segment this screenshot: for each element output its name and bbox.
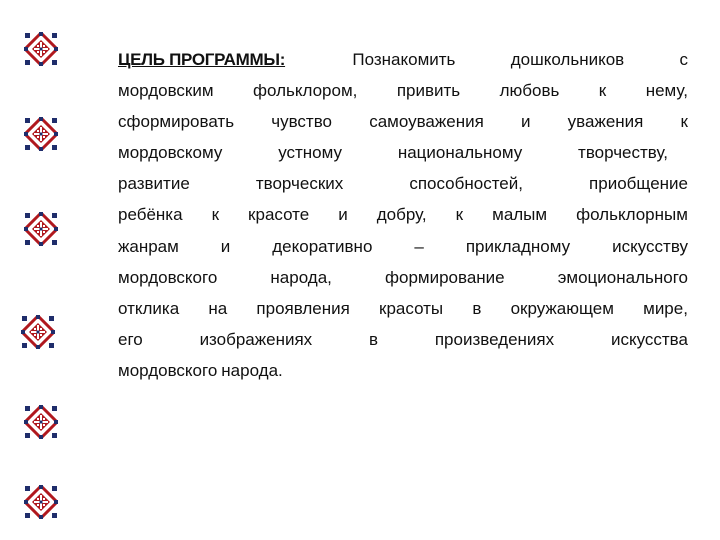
word: формирование [385,267,505,287]
word: жанрам [118,236,179,256]
word: эмоционального [557,267,688,287]
word: народа. [221,360,283,380]
word: и [220,236,231,256]
text-line [118,262,688,293]
word: искусству [612,236,688,256]
text-line [118,199,688,230]
word: добру, [376,205,427,225]
word: красоты [379,298,444,318]
ornament-column [0,0,90,540]
text-line [118,324,688,355]
word: проявления [256,298,350,318]
word: к [680,112,688,132]
word: мордовским [118,81,214,101]
word: Познакомить [352,50,456,69]
word: ребёнка [118,205,183,225]
word: искусства [610,329,688,349]
word: в [472,298,482,318]
word: устному [278,143,343,163]
program-goal-text [118,44,688,386]
word: отклика [118,298,180,318]
word: произведениях [434,329,555,349]
word: развитие [118,174,190,194]
word: творческих [255,174,344,194]
text-line [118,137,688,168]
word: и [520,112,531,132]
word: нему, [645,81,688,101]
word: мордовского [118,267,218,287]
word: к [211,205,220,225]
word: способностей, [409,174,523,194]
text-line [118,355,688,386]
word: национальному [397,143,523,163]
word: народа, [270,267,332,287]
mordovian-ornament-icon [24,405,58,439]
mordovian-ornament-icon [24,117,58,151]
word: мире, [643,298,688,318]
mordovian-ornament-icon [24,212,58,246]
word: красоте [248,205,310,225]
word: уважения [567,112,644,132]
word: с [679,50,688,69]
word: малым [492,205,548,225]
mordovian-ornament-icon [24,32,58,66]
word: мордовского [118,360,218,380]
word: самоуважения [369,112,484,132]
word: фольклорным [576,205,688,225]
word: к [455,205,464,225]
word: в [369,329,379,349]
text-line [118,168,688,199]
word: чувство [271,112,333,132]
word: приобщение [589,174,688,194]
word: к [598,81,607,101]
mordovian-ornament-icon [21,315,55,349]
word: прикладному [465,236,571,256]
word: сформировать [118,112,235,132]
word: его [118,329,143,349]
text-line [118,231,688,262]
word: декоративно [272,236,373,256]
word: любовь [499,81,560,101]
text-line [118,44,688,75]
word: окружающем [510,298,614,318]
word: изображениях [199,329,313,349]
word: и [338,205,348,225]
text-line [118,75,688,106]
goal-title: ЦЕЛЬ ПРОГРАММЫ: [118,50,286,69]
word: привить [396,81,461,101]
word: мордовскому [118,143,223,163]
word: на [208,298,228,318]
word: фольклором, [253,81,358,101]
word: – [414,236,424,256]
text-line [118,293,688,324]
text-line [118,106,688,137]
word: творчеству, [578,143,668,163]
word: дошкольников [510,50,625,69]
mordovian-ornament-icon [24,485,58,519]
